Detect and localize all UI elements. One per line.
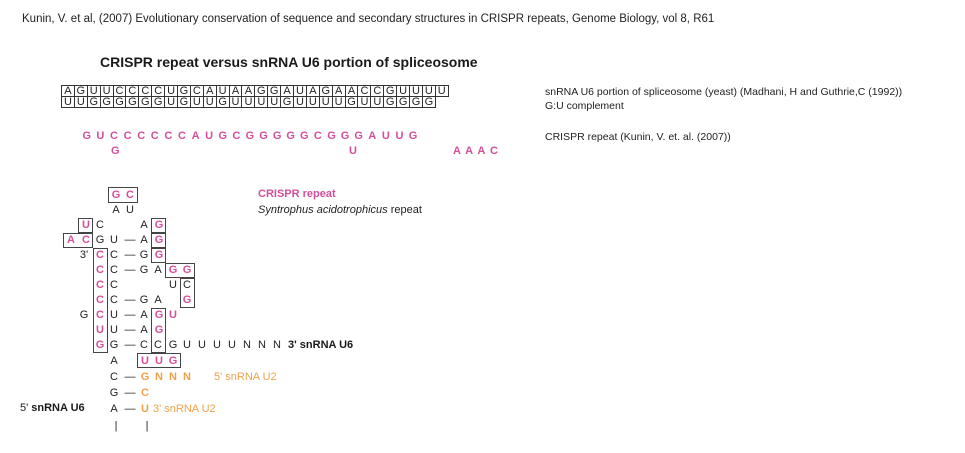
complement-cell: G: [87, 96, 101, 108]
tail-base: N: [243, 339, 251, 351]
complement-cell: G: [383, 96, 397, 108]
complement-cell: U: [370, 96, 384, 108]
base: A: [154, 294, 162, 306]
base: N: [155, 371, 163, 383]
base: C: [96, 279, 104, 291]
crispr-base: C: [123, 130, 132, 142]
base: A: [140, 234, 148, 246]
complement-cell: G: [409, 96, 423, 108]
tail-base: U: [183, 339, 191, 351]
u2-3prime-label: 3' snRNA U2: [153, 403, 216, 415]
crispr-sequence: [80, 130, 420, 142]
top-c: C: [126, 189, 134, 201]
base: N: [169, 371, 177, 383]
tail-base: C: [154, 339, 162, 351]
legend-syntrophus: [258, 204, 422, 216]
crispr-label: CRISPR repeat (Kunin, V. et. al. (2007)): [545, 131, 731, 143]
crispr-base: U: [381, 130, 390, 142]
base: G: [154, 309, 164, 321]
crispr-base: U: [205, 130, 214, 142]
base: C: [110, 249, 118, 261]
u6-cell: C: [190, 85, 204, 97]
loop-a: A: [112, 204, 120, 216]
base: G: [139, 294, 149, 306]
tail-base: N: [258, 339, 266, 351]
u6-5prime-name: snRNA U6: [31, 402, 85, 414]
u6-cell: G: [74, 85, 88, 97]
u6-cell: C: [138, 85, 152, 97]
base: C: [96, 294, 104, 306]
figure-title: CRISPR repeat versus snRNA U6 portion of spliceosome: [100, 54, 478, 70]
u6-cell: A: [306, 85, 320, 97]
base: G: [109, 387, 119, 399]
crispr-bulge-2: U: [349, 145, 357, 157]
base: U: [141, 403, 149, 415]
crispr-tail: A A A C: [453, 145, 498, 157]
u6-cell: A: [229, 85, 243, 97]
crispr-base: A: [368, 130, 377, 142]
base: G: [139, 264, 149, 276]
base: G: [182, 294, 192, 306]
crispr-base: G: [408, 130, 418, 142]
u6-cell: A: [280, 85, 294, 97]
complement-cell: U: [229, 96, 243, 108]
dash: —: [124, 387, 136, 399]
complement-cell: G: [345, 96, 359, 108]
tail-base: N: [273, 339, 281, 351]
base: A: [110, 403, 118, 415]
u6-cell: G: [177, 85, 191, 97]
u6-cell: C: [357, 85, 371, 97]
tail-base: U: [198, 339, 206, 351]
complement-cell: U: [164, 96, 178, 108]
complement-cell: U: [332, 96, 346, 108]
u6-cell: A: [241, 85, 255, 97]
dash: —: [124, 339, 136, 351]
complement-cell: U: [254, 96, 268, 108]
u6-cell: G: [319, 85, 333, 97]
crispr-base: G: [259, 130, 268, 142]
base: G: [154, 219, 164, 231]
complement-cell: U: [74, 96, 88, 108]
u6-cell: A: [203, 85, 217, 97]
base: G: [79, 309, 89, 321]
tail-base: U: [213, 339, 221, 351]
dash: —: [124, 294, 136, 306]
base: U: [169, 279, 177, 291]
crispr-base: U: [96, 130, 105, 142]
base: C: [183, 279, 191, 291]
u6-cell: U: [216, 85, 230, 97]
complement-cell: G: [422, 96, 436, 108]
u6-5prime-label: [20, 402, 85, 414]
base: A: [140, 309, 148, 321]
complement-label: G:U complement: [545, 100, 624, 112]
dash: —: [124, 403, 136, 415]
base: C: [96, 219, 104, 231]
complement-cell: G: [100, 96, 114, 108]
three-prime-label: 3': [79, 249, 89, 261]
dash: —: [124, 249, 136, 261]
legend-crispr: CRISPR repeat: [258, 188, 336, 200]
u6-cell: U: [293, 85, 307, 97]
dash: —: [124, 264, 136, 276]
u6-cell: A: [332, 85, 346, 97]
complement-cell: U: [241, 96, 255, 108]
base: A: [67, 234, 75, 246]
u6-cell: U: [100, 85, 114, 97]
complement-cell: G: [138, 96, 152, 108]
u6-cell: U: [422, 85, 436, 97]
base: G: [140, 371, 150, 383]
crispr-base: C: [232, 130, 241, 142]
complement-cell: G: [113, 96, 127, 108]
complement-sequence-row: [62, 96, 436, 108]
u6-cell: U: [435, 85, 449, 97]
crispr-base: G: [300, 130, 309, 142]
crispr-base: G: [354, 130, 363, 142]
loop-u: U: [126, 204, 134, 216]
u6-cell: G: [383, 85, 397, 97]
base: U: [169, 309, 177, 321]
base: G: [95, 339, 105, 351]
crispr-base: U: [395, 130, 404, 142]
base: G: [139, 249, 149, 261]
u6-3prime-label: 3' snRNA U6: [288, 339, 354, 351]
u6-cell: C: [113, 85, 127, 97]
crispr-base: C: [313, 130, 322, 142]
base: G: [109, 339, 119, 351]
base: G: [95, 234, 105, 246]
crispr-base: C: [150, 130, 159, 142]
base: G: [168, 264, 178, 276]
u6-cell: U: [409, 85, 423, 97]
u6-cell: U: [396, 85, 410, 97]
crispr-bulge-1: G: [111, 145, 120, 157]
complement-cell: U: [357, 96, 371, 108]
u6-5prime-prefix: 5': [20, 402, 29, 414]
tail-base: G: [168, 339, 178, 351]
base: N: [183, 371, 191, 383]
crispr-base: C: [137, 130, 146, 142]
base: U: [110, 324, 118, 336]
complement-cell: U: [203, 96, 217, 108]
crispr-base: G: [218, 130, 228, 142]
base: U: [82, 219, 90, 231]
dash: —: [124, 309, 136, 321]
u2-5prime-label: 5' snRNA U2: [214, 371, 277, 383]
complement-cell: U: [190, 96, 204, 108]
base: C: [110, 371, 118, 383]
crispr-base: G: [82, 130, 92, 142]
crispr-base: C: [177, 130, 186, 142]
dash: —: [124, 234, 136, 246]
u6-cell: G: [267, 85, 281, 97]
legend-syntrophus-species: Syntrophus acidotrophicus: [258, 204, 388, 216]
base: G: [154, 234, 164, 246]
tail-base: C: [140, 339, 148, 351]
crispr-base: C: [164, 130, 173, 142]
legend-syntrophus-suffix: repeat: [390, 204, 422, 216]
u6-label: snRNA U6 portion of spliceosome (yeast) (Madhani, H and Guthrie,C (1992)): [545, 86, 903, 98]
base: A: [154, 264, 162, 276]
base: C: [110, 264, 118, 276]
citation: Kunin, V. et al, (2007) Evolutionary conservation of sequence and secondary structures in CRISPR repeats, Genome Biology, vol 8, R61: [22, 13, 715, 25]
crispr-base: G: [327, 130, 336, 142]
complement-cell: G: [280, 96, 294, 108]
base: U: [155, 355, 163, 367]
strand-bar-left: |: [114, 420, 118, 432]
u6-cell: U: [164, 85, 178, 97]
crispr-base: G: [272, 130, 282, 142]
base: G: [154, 324, 164, 336]
base: U: [110, 234, 118, 246]
base: A: [140, 324, 148, 336]
complement-cell: U: [61, 96, 75, 108]
complement-cell: U: [267, 96, 281, 108]
base: C: [141, 387, 149, 399]
u6-cell: A: [61, 85, 75, 97]
crispr-base: A: [191, 130, 200, 142]
complement-cell: G: [125, 96, 139, 108]
crispr-base: G: [245, 130, 255, 142]
base: C: [82, 234, 90, 246]
complement-cell: U: [306, 96, 320, 108]
base: U: [96, 324, 104, 336]
crispr-base: C: [110, 130, 118, 142]
base: C: [96, 249, 104, 261]
complement-cell: U: [293, 96, 307, 108]
base: A: [110, 355, 118, 367]
u6-cell: C: [370, 85, 384, 97]
u6-cell: C: [151, 85, 165, 97]
base: C: [96, 309, 104, 321]
top-g: G: [111, 189, 121, 201]
strand-bar-right: |: [145, 420, 149, 432]
complement-cell: G: [177, 96, 191, 108]
base: U: [110, 309, 118, 321]
crispr-base: G: [286, 130, 295, 142]
base: G: [154, 249, 164, 261]
base: G: [168, 355, 178, 367]
dash: —: [124, 371, 136, 383]
u6-cell: U: [87, 85, 101, 97]
complement-cell: G: [151, 96, 165, 108]
dash: —: [124, 324, 136, 336]
base: C: [96, 264, 104, 276]
base: C: [110, 294, 118, 306]
u6-cell: G: [254, 85, 268, 97]
u6-cell: A: [345, 85, 359, 97]
complement-cell: G: [216, 96, 230, 108]
tail-base: U: [228, 339, 236, 351]
u6-cell: C: [125, 85, 139, 97]
base: G: [182, 264, 192, 276]
crispr-base: G: [340, 130, 350, 142]
base: A: [140, 219, 148, 231]
complement-cell: U: [319, 96, 333, 108]
complement-cell: G: [396, 96, 410, 108]
base: U: [141, 355, 149, 367]
base: C: [110, 279, 118, 291]
